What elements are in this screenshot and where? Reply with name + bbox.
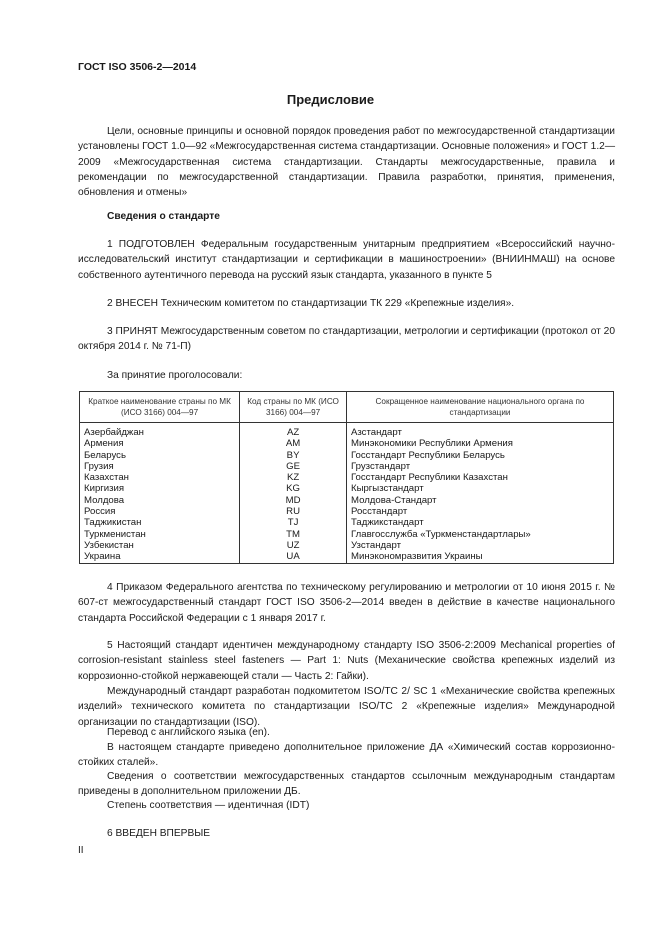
cell-body: Госстандарт Республики Беларусь: [350, 449, 505, 461]
table-row: [80, 461, 614, 472]
table-row: [80, 506, 614, 517]
intro-paragraph: Цели, основные принципы и основной порядок проведения работ по межгосударственной стандартизации установлены ГОСТ 1.0—92 «Межгосударственная система стандартизации. Основные положения» и ГОСТ 1.2—2009 «Межгосударственная система стандартизации. Стандарты межгосударственные, правила и рекомендации по межгосударственной стандартизации. Правила разработки, принятия, применения, обновления и отмены»: [78, 126, 616, 199]
table-row: [80, 517, 614, 528]
cell-country: Туркменистан: [80, 529, 240, 540]
cell-country: Россия: [80, 506, 240, 517]
item-2-paragraph: 2 ВНЕСЕН Техническим комитетом по стандартизации ТК 229 «Крепежные изделия».: [107, 298, 515, 309]
table-header-country: Краткое наименование страны по МК (ИСО 3166) 004—97: [80, 392, 240, 423]
item-5-paragraph: 5 Настоящий стандарт идентичен международному стандарту ISO 3506-2:2009 Mechanical properties of corrosion-resistant stainless steel fasteners — Part 1: Nuts (Механические свойства крепежных изделий из коррозионно-стойкой нержавеющей стали — Часть 2: Гайки).: [78, 640, 615, 682]
table-row: [80, 472, 614, 483]
table-header-body: Сокращенное наименование национального органа по стандартизации: [346, 392, 613, 423]
cell-country: Киргизия: [80, 483, 240, 494]
table-row: [80, 551, 614, 563]
cell-body: Молдова-Стандарт: [350, 494, 437, 506]
item-6-paragraph: 6 ВВЕДЕН ВПЕРВЫЕ: [107, 828, 211, 839]
cell-country: Молдова: [80, 495, 240, 506]
cell-body: Грузстандарт: [350, 460, 411, 472]
table-header-code: Код страны по МК (ИСО 3166) 004—97: [240, 392, 347, 423]
item-1-paragraph: 1 ПОДГОТОВЛЕН Федеральным государственным унитарным предприятием «Всероссийский научно-исследовательский институт стандартизации и сертификации в машиностроении» (ВНИИНМАШ) на основе собственного аутентичного перевода на русский язык стандарта, указанного в пункте 5: [78, 239, 615, 281]
cell-code: GE: [240, 461, 347, 472]
cell-body: Узстандарт: [350, 539, 401, 551]
cell-country: Узбекистан: [80, 540, 240, 551]
table-row: [80, 423, 614, 439]
cell-code: KZ: [240, 472, 347, 483]
cell-country: Таджикистан: [80, 517, 240, 528]
cell-country: Грузия: [80, 461, 240, 472]
cell-country: Казахстан: [80, 472, 240, 483]
item-5-subparagraph-1: Международный стандарт разработан подкомитетом ISO/TC 2/ SC 1 «Механические свойства крепежных изделий» технического комитета по стандартизации ISO/TC 2 «Крепежные изделия» Международной организации по стандартизации (ISO).: [78, 686, 615, 728]
cell-body: Минэкономики Республики Армения: [350, 438, 513, 450]
cell-code: RU: [240, 506, 347, 517]
cell-body: Таджикстандарт: [350, 517, 424, 529]
cell-code: TJ: [240, 517, 347, 528]
table-row: [80, 483, 614, 494]
table-row: [80, 529, 614, 540]
cell-code: AM: [240, 438, 347, 449]
table-body: [80, 423, 614, 564]
cell-country: Беларусь: [80, 450, 240, 461]
cell-body: Кыргызстандарт: [350, 483, 424, 495]
table-row: [80, 450, 614, 461]
cell-code: UZ: [240, 540, 347, 551]
item-5-subparagraph-2: Перевод с английского языка (en).: [107, 727, 270, 738]
cell-body: Минэкономразвития Украины: [350, 551, 483, 563]
cell-body: Азстандарт: [350, 427, 402, 438]
table-row: [80, 438, 614, 449]
vote-table: [79, 391, 614, 564]
table-row: [80, 540, 614, 551]
cell-code: TM: [240, 529, 347, 540]
section-heading: Сведения о стандарте: [107, 211, 220, 222]
cell-code: BY: [240, 450, 347, 461]
cell-country: Армения: [80, 438, 240, 449]
document-header: ГОСТ ISO 3506-2—2014: [78, 61, 197, 73]
cell-code: MD: [240, 495, 347, 506]
item-5-subparagraph-3: В настоящем стандарте приведено дополнительное приложение ДА «Химический состав коррозионно-стойких сталей».: [78, 742, 615, 769]
item-4-paragraph: 4 Приказом Федерального агентства по техническому регулированию и метрологии от 10 июня 2015 г. № 607-ст межгосударственный стандарт ГОСТ ISO 3506-2—2014 введен в действие в качестве национального стандарта Российской Федерации с 1 января 2017 г.: [78, 582, 615, 624]
cell-body: Росстандарт: [350, 506, 408, 518]
table-row: [80, 495, 614, 506]
item-3-paragraph: 3 ПРИНЯТ Межгосударственным советом по стандартизации, метрологии и сертификации (протокол от 20 октября 2014 г. № 71-П): [78, 326, 615, 353]
page-number: II: [78, 845, 84, 856]
cell-country: Азербайджан: [80, 423, 240, 439]
item-5-subparagraph-5: Степень соответствия — идентичная (IDT): [107, 800, 310, 811]
cell-country: Украина: [80, 551, 240, 563]
cell-code: KG: [240, 483, 347, 494]
item-5-subparagraph-4: Сведения о соответствии межгосударственных стандартов ссылочным международным стандартам приведены в дополнительном приложении ДБ.: [78, 771, 615, 798]
cell-code: AZ: [240, 423, 347, 439]
cell-code: UA: [240, 551, 347, 563]
page-title: Предисловие: [286, 92, 375, 107]
cell-body: Главгосслужба «Туркменстандартлары»: [350, 528, 531, 540]
vote-intro: За принятие проголосовали:: [107, 370, 243, 381]
table-header-row: [80, 392, 614, 423]
cell-body: Госстандарт Республики Казахстан: [350, 472, 508, 484]
